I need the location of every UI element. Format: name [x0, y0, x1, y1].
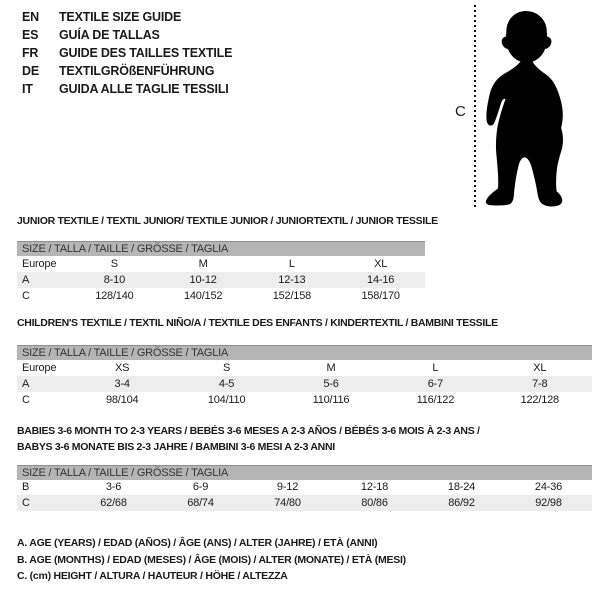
footnote-legend [17, 535, 406, 585]
table-row [17, 288, 425, 304]
language-code: DE [22, 64, 39, 78]
row-label: Europe [22, 362, 57, 374]
size-cell: 158/170 [361, 290, 400, 302]
junior-size-header-bar: SIZE / TALLA / TAILLE / GRÖSSE / TAGLIA [17, 241, 425, 256]
babies-table-title-line2: BABYS 3-6 MONATE BIS 2-3 JAHRE / BAMBINI 3-6 MESI A 2-3 ANNI [17, 441, 335, 453]
language-label: GUIDE DES TAILLES TEXTILE [59, 46, 233, 60]
size-cell: M [198, 258, 208, 270]
language-row [22, 80, 232, 98]
size-cell: 116/122 [416, 394, 455, 406]
row-label: A [22, 378, 30, 390]
children-size-table [17, 360, 592, 408]
language-code: EN [22, 10, 39, 24]
size-cell: 18-24 [447, 481, 476, 493]
junior-table-title: JUNIOR TEXTILE / TEXTIL JUNIOR/ TEXTILE JUNIOR / JUNIORTEXTIL / JUNIOR TESSILE [17, 215, 438, 227]
language-label: TEXTILGRÖßENFÜHRUNG [59, 64, 215, 78]
language-row [22, 8, 232, 26]
size-cell: 12-13 [278, 274, 306, 286]
size-cell: 62/68 [100, 497, 127, 509]
size-cell: S [223, 362, 231, 374]
language-label: GUIDA ALLE TAGLIE TESSILI [59, 82, 229, 96]
children-table-title: CHILDREN'S TEXTILE / TEXTIL NIÑO/A / TEXTILE DES ENFANTS / KINDERTEXTIL / BAMBINI TESSILE [17, 317, 498, 329]
size-cell: 5-6 [323, 378, 339, 390]
size-cell: 80/86 [361, 497, 388, 509]
babies-size-table [17, 479, 592, 511]
language-code: ES [22, 28, 39, 42]
size-cell: 12-18 [360, 481, 389, 493]
table-row [17, 256, 425, 272]
size-cell: S [110, 258, 118, 270]
footnote-line: B. AGE (MONTHS) / EDAD (MESES) / ÂGE (MOIS) / ALTER (MONATE) / ETÀ (MESI) [17, 553, 406, 566]
height-measure-dotted-line [474, 5, 476, 210]
footnote-line: A. AGE (YEARS) / EDAD (AÑOS) / ÂGE (ANS) / ALTER (JAHRE) / ETÀ (ANNI) [17, 537, 378, 549]
row-label: B [22, 481, 30, 493]
junior-size-table [17, 256, 425, 304]
size-cell: 6-9 [192, 481, 209, 493]
language-code: IT [22, 82, 33, 96]
row-label: C [22, 394, 30, 406]
size-cell: 8-10 [103, 274, 125, 286]
size-cell: 110/116 [312, 394, 350, 406]
language-code: FR [22, 46, 39, 60]
size-cell: 10-12 [189, 274, 217, 286]
children-size-header-bar: SIZE / TALLA / TAILLE / GRÖSSE / TAGLIA [17, 345, 592, 360]
language-row [22, 62, 232, 80]
size-cell: L [432, 362, 439, 374]
row-label: A [22, 274, 30, 286]
size-cell: XS [115, 362, 130, 374]
language-label: TEXTILE SIZE GUIDE [59, 10, 182, 24]
table-row [17, 392, 592, 408]
size-cell: M [326, 362, 336, 374]
language-title-block [22, 8, 232, 98]
size-cell: XL [374, 258, 388, 270]
row-label: C [22, 497, 30, 509]
size-cell: 24-36 [534, 481, 563, 493]
row-label: Europe [22, 258, 57, 270]
size-cell: 14-16 [367, 274, 395, 286]
size-cell: 128/140 [95, 290, 134, 302]
size-cell: 140/152 [183, 290, 223, 302]
size-cell: 9-12 [276, 481, 299, 493]
table-row [17, 360, 592, 376]
size-cell: 104/110 [207, 394, 246, 406]
babies-size-header-bar: SIZE / TALLA / TAILLE / GRÖSSE / TAGLIA [17, 465, 592, 480]
size-cell: 3-4 [114, 378, 130, 390]
size-cell: 4-5 [218, 378, 235, 390]
size-cell: 6-7 [427, 378, 444, 390]
size-cell: 3-6 [105, 481, 122, 493]
table-row [17, 479, 592, 495]
row-label: C [22, 290, 30, 302]
size-cell: 152/158 [272, 290, 312, 302]
language-row [22, 26, 232, 44]
size-cell: 68/74 [187, 497, 214, 509]
size-cell: 86/92 [448, 497, 475, 509]
table-row [17, 376, 592, 392]
table-row [17, 495, 592, 511]
footnote-line: C. (cm) HEIGHT / ALTURA / HAUTEUR / HÖHE / ALTEZZA [17, 570, 288, 582]
height-label-c: C [455, 103, 466, 120]
language-label: GUÍA DE TALLAS [59, 28, 160, 42]
size-cell: 92/98 [535, 497, 562, 509]
size-cell: L [288, 258, 295, 270]
table-row [17, 272, 425, 288]
toddler-silhouette-icon [485, 8, 565, 208]
size-cell: 122/128 [520, 394, 559, 406]
size-cell: 7-8 [532, 378, 548, 390]
language-row [22, 44, 232, 62]
size-cell: 74/80 [274, 497, 301, 509]
size-cell: XL [533, 362, 547, 374]
size-cell: 98/104 [105, 394, 139, 406]
babies-table-title-line1: BABIES 3-6 MONTH TO 2-3 YEARS / BEBÉS 3-6 MESES A 2-3 AÑOS / BÉBÉS 3-6 MOIS À 2-3 ANS / [17, 425, 480, 437]
